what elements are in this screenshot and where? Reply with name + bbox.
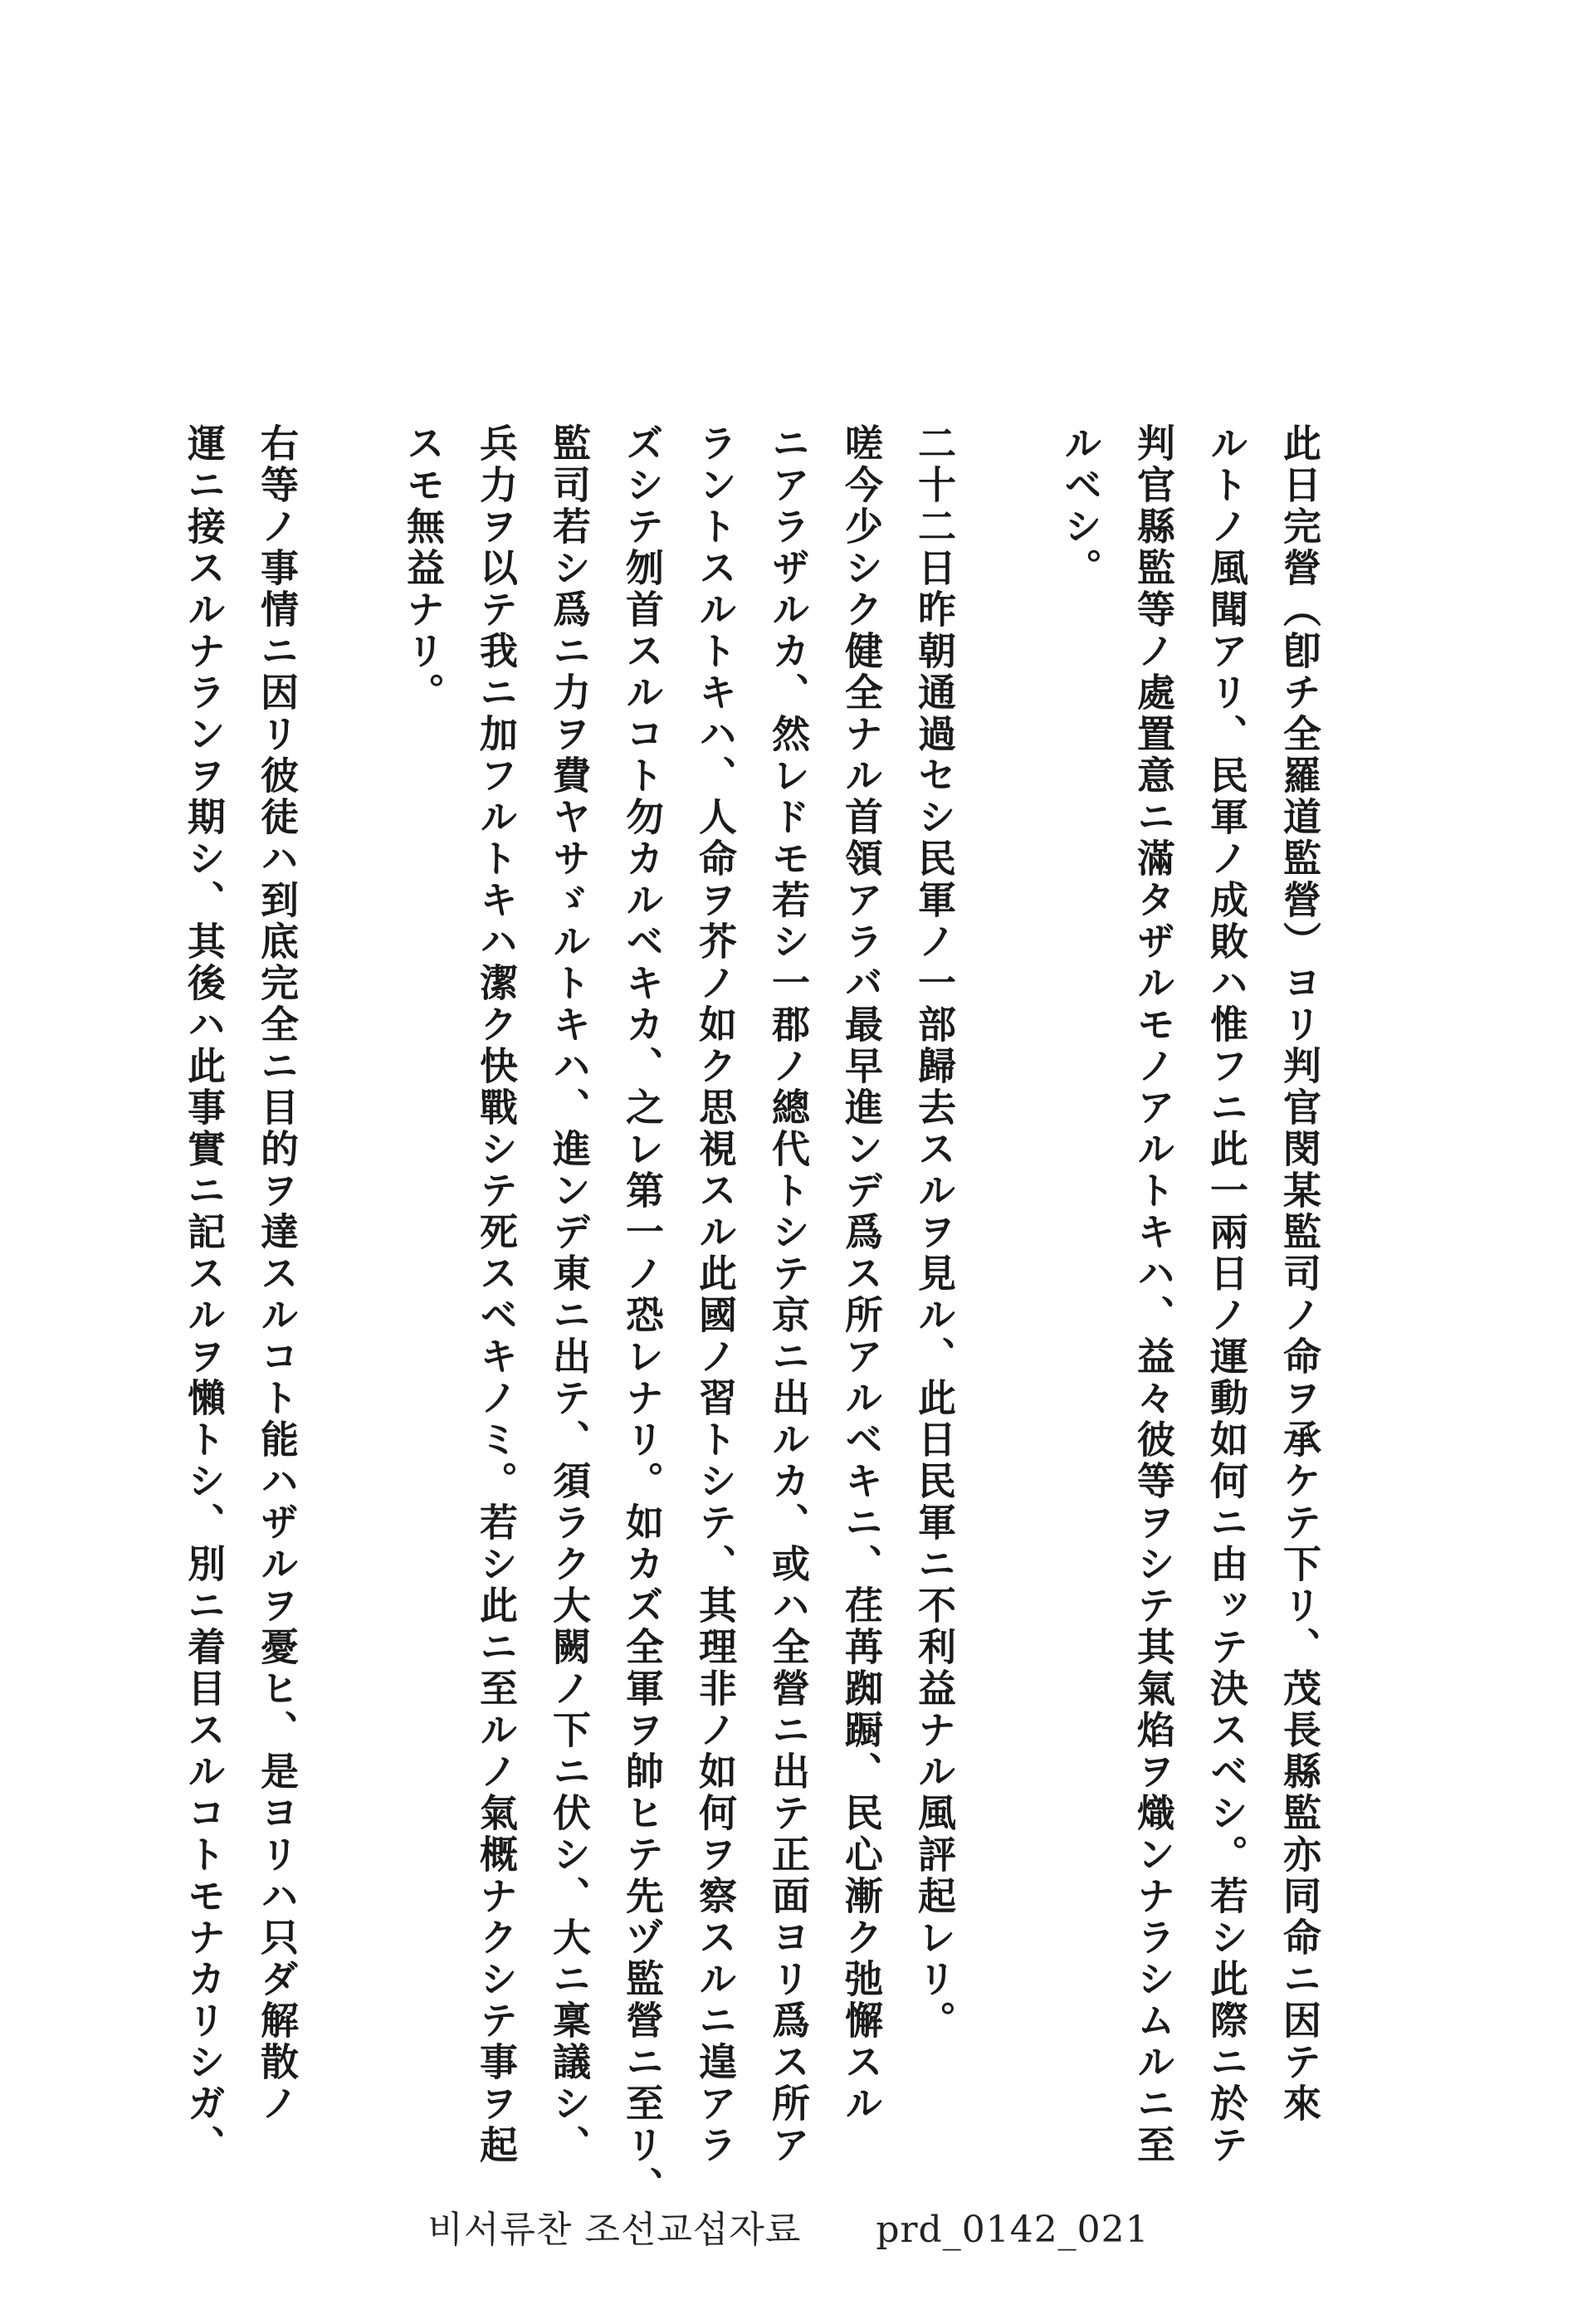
text-line: ルトノ風聞アリ、民軍ノ成敗ハ惟フニ此一兩日ノ運動如何ニ由ッテ決スベシ。若シ此際ニ於テ	[1204, 423, 1249, 2166]
text-line: 二十二日昨朝通過セシ民軍ノ一部歸去スルヲ見ル、此日民軍ニ不利益ナル風評起レリ。	[912, 423, 957, 2042]
text-line: ラントスルトキハ、人命ヲ芥ノ如ク思視スル此國ノ習トシテ、其理非ノ如何ヲ察スルニ遑アラ	[693, 423, 738, 2166]
text-line: 判官縣監等ノ處置意ニ滿タザルモノアルトキハ、益々彼等ヲシテ其氣焰ヲ熾ンナラシムルニ至	[1131, 423, 1176, 2166]
text-line: ズシテ刎首スルコト勿カルベキカ、之レ第一ノ恐レナリ。如カズ全軍ヲ帥ヒテ先ヅ監營ニ至リ、	[620, 423, 665, 2208]
text-line: ニアラザルカ、然レドモ若シ一郡ノ總代トシテ京ニ出ルカ、或ハ全營ニ出テ正面ヨリ爲ス所ア	[766, 423, 811, 2166]
text-line: 此日完營（卽チ全羅道監營）ヨリ判官閔某監司ノ命ヲ承ケテ下リ、茂長縣監亦同命ニ因テ來	[1277, 423, 1322, 2125]
text-line: 嗟今少シク健全ナル首領アラバ最早進ンデ爲ス所アルベキニ、荏苒踟蹰、民心漸ク弛懈スル	[839, 423, 884, 2125]
vertical-text-body	[168, 423, 1336, 2208]
text-line: 兵力ヲ以テ我ニ加フルトキハ潔ク快戰シテ死スベキノミ。若シ此ニ至ルノ氣概ナクシテ事ヲ起	[474, 423, 519, 2166]
collection-title: 비서류찬 조선교섭자료	[427, 2209, 802, 2251]
text-line: 右等ノ事情ニ因リ彼徒ハ到底完全ニ目的ヲ達スルコト能ハザルヲ憂ヒ、是ヨリハ只ダ解散ノ	[255, 423, 300, 2125]
text-line: スモ無益ナリ。	[401, 423, 446, 714]
text-line: 運ニ接スルナランヲ期シ、其後ハ此事實ニ記スルヲ懶トシ、別ニ着目スルコトモナカリシガ、	[182, 423, 227, 2166]
text-line: 監司若シ爲ニ力ヲ費ヤサゞルトキハ、進ンデ東ニ出テ、須ラク大闕ノ下ニ伏シ、大ニ稟議シ、	[547, 423, 592, 2166]
text-line: ルベシ。	[1058, 423, 1103, 589]
page-footer	[0, 2200, 1577, 2253]
page-code: prd_0142_021	[876, 2209, 1150, 2251]
